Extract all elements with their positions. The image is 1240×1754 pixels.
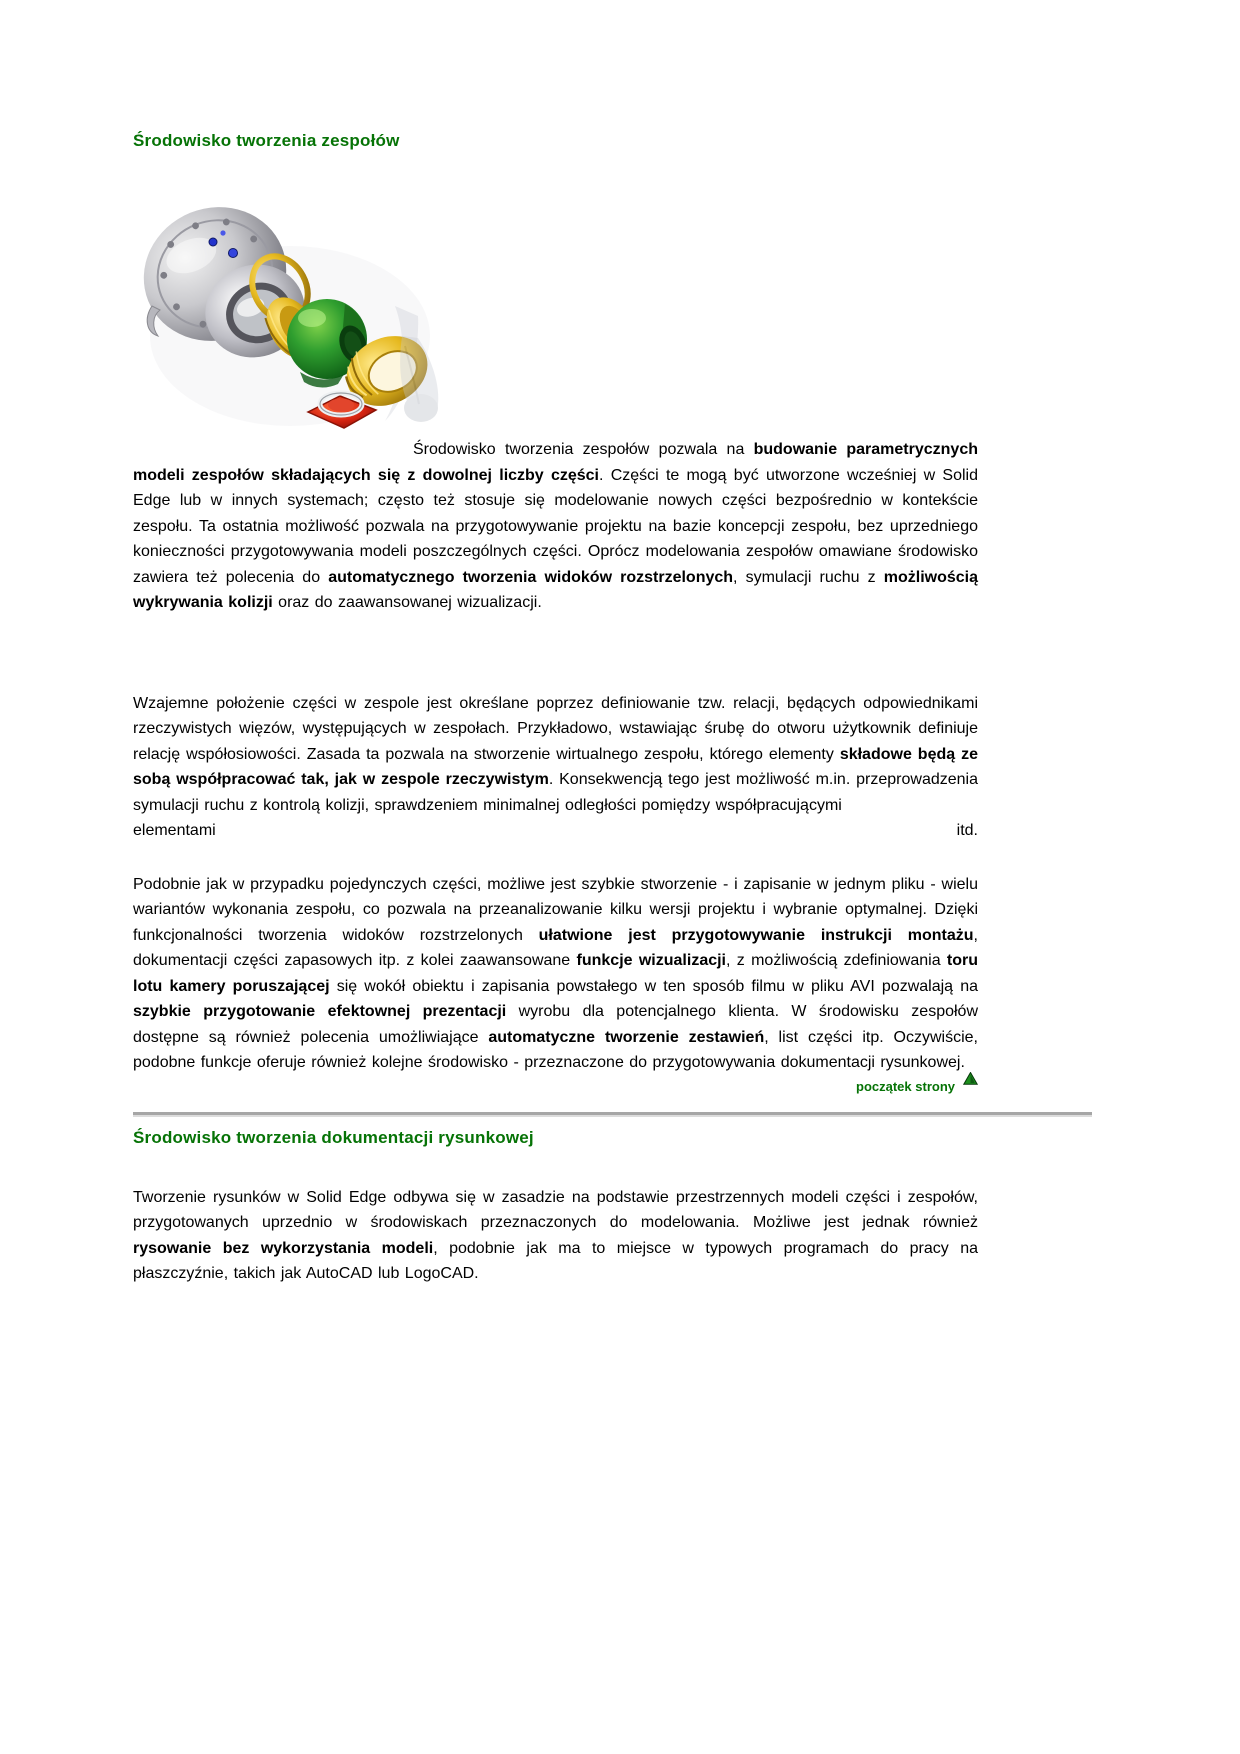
section-divider (133, 1112, 1092, 1117)
section-title-drawing-documentation: Środowisko tworzenia dokumentacji rysunkowej (133, 1127, 534, 1147)
paragraph-drawing-creation: Tworzenie rysunków w Solid Edge odbywa się w zasadzie na podstawie przestrzennych modeli części i zespołów, przygotowanych uprzednio w środowiskach przeznaczonych do modelowania. Możliwe jest jednak również rysowanie bez wykorzystania modeli, podobnie jak ma to miejsce w typowych programach do pracy na płaszczyźnie, takich jak AutoCAD lub LogoCAD. (133, 1188, 978, 1282)
paragraph-assembly-environment: Środowisko tworzenia zespołów pozwala na budowanie parametrycznych modeli zespołów składających się z dowolnej liczby części. Części te mogą być utworzone wcześniej w Solid Edge lub w innych systemach; często też stosuje się modelowanie nowych części bezpośrednio w kontekście zespołu. Ta ostatnia możliwość pozwala na przygotowywanie projektu na bazie koncepcji zespołu, bez uprzedniego konieczności przygotowywania modeli poszczególnych części. Oprócz modelowania zespołów omawiane środowisko zawiera też polecenia do automatycznego tworzenia widoków rozstrzelonych, symulacji ruchu z możliwością wykrywania kolizji oraz do zaawansowanej wizualizacji. (133, 441, 979, 611)
paragraph-relations-lastline (133, 818, 978, 844)
assembly-3d-render (140, 186, 440, 431)
tail-right-text: itd. (956, 822, 978, 839)
page-title: Środowisko tworzenia zespołów (133, 131, 400, 150)
up-triangle-icon (963, 1072, 978, 1088)
paragraph-relations: Wzajemne położenie części w zespole jest określane poprzez definiowanie tzw. relacji, będących odpowiednikami rzeczywistych więzów, występujących w zespołach. Przykładowo, wstawiając śrubę do otworu użytkownik definiuje relację współosiowości. Zasada ta pozwala na stworzenie wirtualnego zespołu, którego elementy składowe będą ze sobą współpracować tak, jak w zespole rzeczywistym. Konsekwencją tego jest możliwość m.in. przeprowadzenia symulacji ruchu z kontrolą kolizji, sprawdzeniem minimalnej odległości pomiędzy współpracującymi (133, 694, 979, 814)
tail-left-text: elementami (133, 822, 216, 839)
paragraph-variants-visualization: Podobnie jak w przypadku pojedynczych części, możliwe jest szybkie stworzenie - i zapisanie w jednym pliku - wielu wariantów wykonania zespołu, co pozwala na przeanalizowanie kilku wersji projektu i wybranie optymalnej. Dzięki funkcjonalności tworzenia widoków rozstrzelonych ułatwione jest przygotowywanie instrukcji montażu, dokumentacji części zapasowych itp. z kolei zaawansowane funkcje wizualizacji, z możliwością zdefiniowania toru lotu kamery poruszającej się wokół obiektu i zapisania powstałego w ten sposób filmu w pliku AVI pozwalają na szybkie przygotowanie efektownej prezentacji wyrobu dla potencjalnego klienta. W środowisku zespołów dostępne są również polecenia umożliwiające automatyczne tworzenie zestawień, list części itp. Oczywiście, podobne funkcje oferuje również kolejne środowisko - przeznaczone do przygotowywania dokumentacji rysunkowej. (133, 875, 979, 1071)
exploded-assembly-image (140, 186, 440, 431)
ghost-part (400, 336, 438, 422)
back-to-top-row (133, 1078, 978, 1104)
back-to-top-link[interactable] (856, 1078, 978, 1094)
back-to-top-label: początek strony (856, 1078, 955, 1094)
